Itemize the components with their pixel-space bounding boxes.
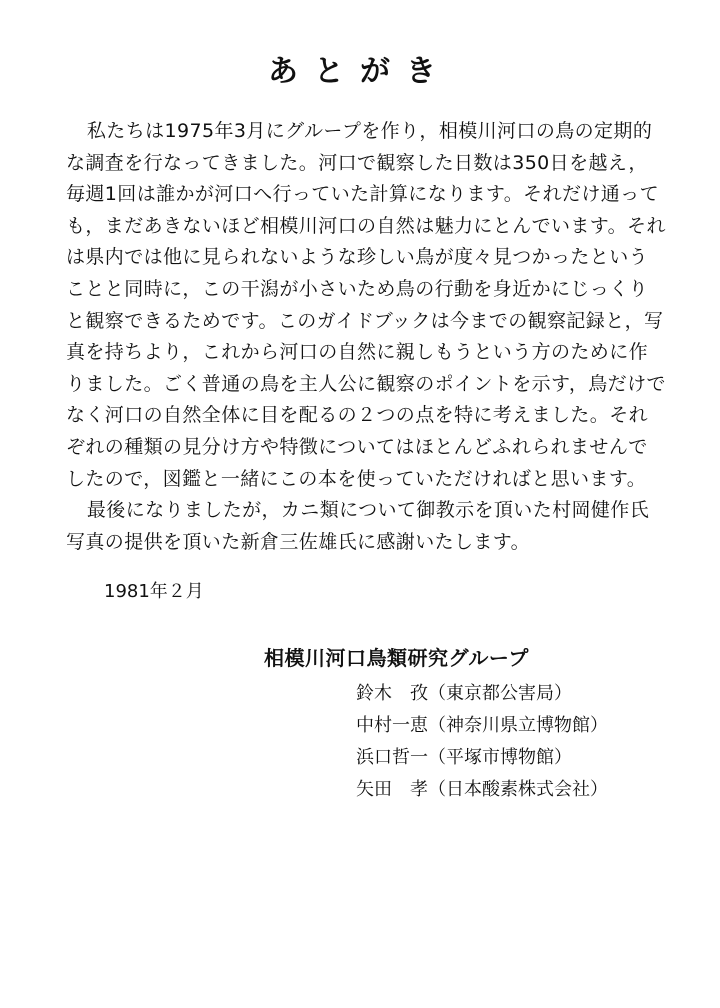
member-item: 矢田 孝（日本酸素株式会社） xyxy=(356,779,608,800)
page-title: あとがき xyxy=(268,54,452,89)
paragraph-acknowledgements: 最後になりましたが，カニ類について御教示を頂いた村岡健作氏写真の提供を頂いた新倉三佐雄氏に感謝いたします。 xyxy=(66,499,650,553)
date-line: 1981年２月 xyxy=(104,581,204,602)
afterword-body xyxy=(66,116,666,558)
member-item: 浜口哲一（平塚市博物館） xyxy=(356,747,572,768)
paragraph-main: 私たちは1975年3月にグループを作り，相模川河口の鳥の定期的な調査を行なってきました。河口で観察した日数は350日を越え，毎週1回は誰かが河口へ行っていた計算になります。それだけ通っても，まだあきないほど相模川河口の自然は魅力にとんでいます。それは県内では他に見られないような珍しい鳥が度々見つかったということと同時に，この干潟が小さいため鳥の行動を身近かにじっくりと観察できるためです。このガイドブックは今までの観察記録と，写真を持ちより，これから河口の自然に親しもうという方のために作りました。ごく普通の鳥を主人公に観察のポイントを示す，鳥だけでなく河口の自然全体に目を配るの２つの点を特に考えました。それぞれの種類の見分け方や特徴についてはほとんどふれられませんでしたので，図鑑と一緒にこの本を使っていただければと思います。 xyxy=(66,120,666,490)
group-name: 相模川河口鳥類研究グループ xyxy=(264,646,529,670)
member-item: 鈴木 孜（東京都公害局） xyxy=(356,683,572,704)
member-list xyxy=(356,678,696,806)
member-item: 中村一恵（神奈川県立博物館） xyxy=(356,715,608,736)
